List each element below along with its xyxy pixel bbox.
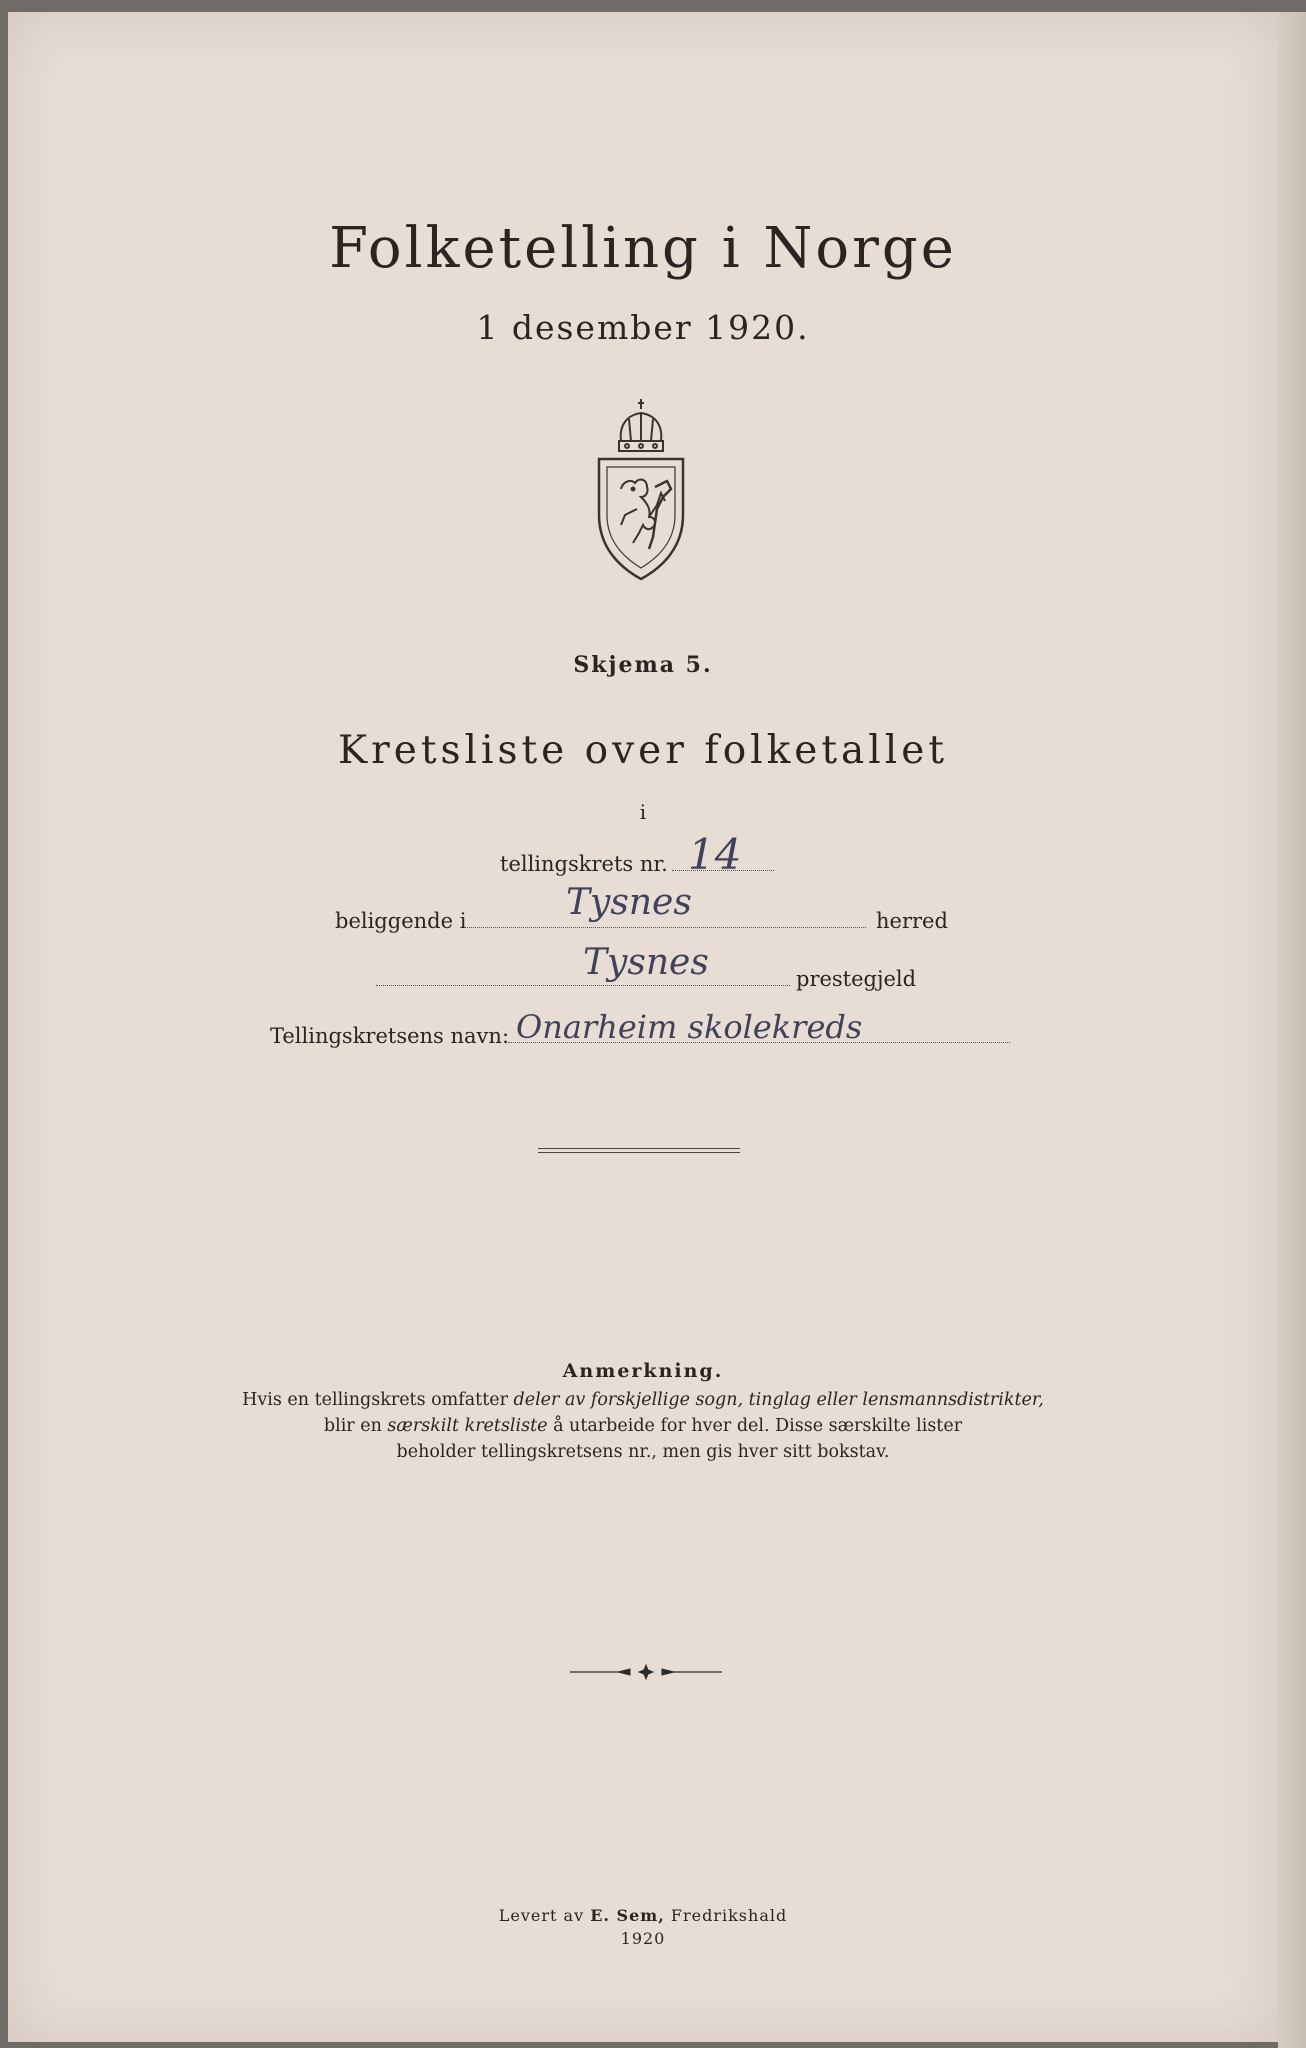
district-number-label: tellingskrets nr. (500, 852, 668, 876)
district-number-value: 14 (688, 830, 742, 879)
district-name-label: Tellingskretsens navn: (270, 1024, 510, 1048)
note-line-1 (8, 1390, 1278, 1410)
note-line-2-text-a: blir en (323, 1416, 388, 1436)
municipality-suffix-label: herred (876, 909, 948, 933)
imprint-year: 1920 (620, 1929, 666, 1948)
municipality-line (464, 927, 866, 928)
page-title: Folketelling i Norge (329, 216, 957, 281)
imprint-prefix: Levert av (498, 1906, 585, 1925)
note-line-2-text-b: å utarbeide for hver del. Disse særskilte lister (547, 1416, 963, 1436)
imprint-line (8, 1906, 1278, 1925)
ornament-divider-icon (568, 1662, 724, 1682)
divider-rule-top (538, 1148, 740, 1149)
note-line-1-emphasis: deler av forskjellige sogn, tinglag eller lensmannsdistrikter, (513, 1390, 1044, 1410)
note-line-2 (8, 1416, 1278, 1436)
municipality-prefix-label: beliggende i (335, 909, 467, 933)
census-date: 1 desember 1920. (476, 308, 810, 347)
note-heading: Anmerkning. (562, 1360, 724, 1382)
page-edge (1278, 12, 1306, 2048)
municipality-value: Tysnes (566, 882, 692, 923)
district-name-value: Onarheim skolekreds (516, 1008, 863, 1046)
imprint-city: Fredrikshald (670, 1906, 788, 1925)
schema-label: Skjema 5. (573, 652, 713, 678)
census-form-page (8, 12, 1278, 2042)
note-line-2-emphasis: særskilt kretsliste (387, 1416, 548, 1436)
parish-suffix-label: prestegjeld (796, 967, 917, 991)
divider-rule-bottom (538, 1152, 740, 1153)
parish-line (376, 985, 790, 986)
form-heading: Kretsliste over folketallet (337, 728, 948, 773)
parish-value: Tysnes (583, 942, 709, 983)
note-line-1-text: Hvis en tellingskrets omfatter (242, 1390, 514, 1410)
note-line-3: beholder tellingskretsens nr., men gis hver sitt bokstav. (396, 1442, 890, 1462)
connector-word: i (639, 800, 647, 824)
norwegian-coat-of-arms-icon (591, 397, 691, 587)
imprint-printer: E. Sem, (590, 1906, 665, 1925)
